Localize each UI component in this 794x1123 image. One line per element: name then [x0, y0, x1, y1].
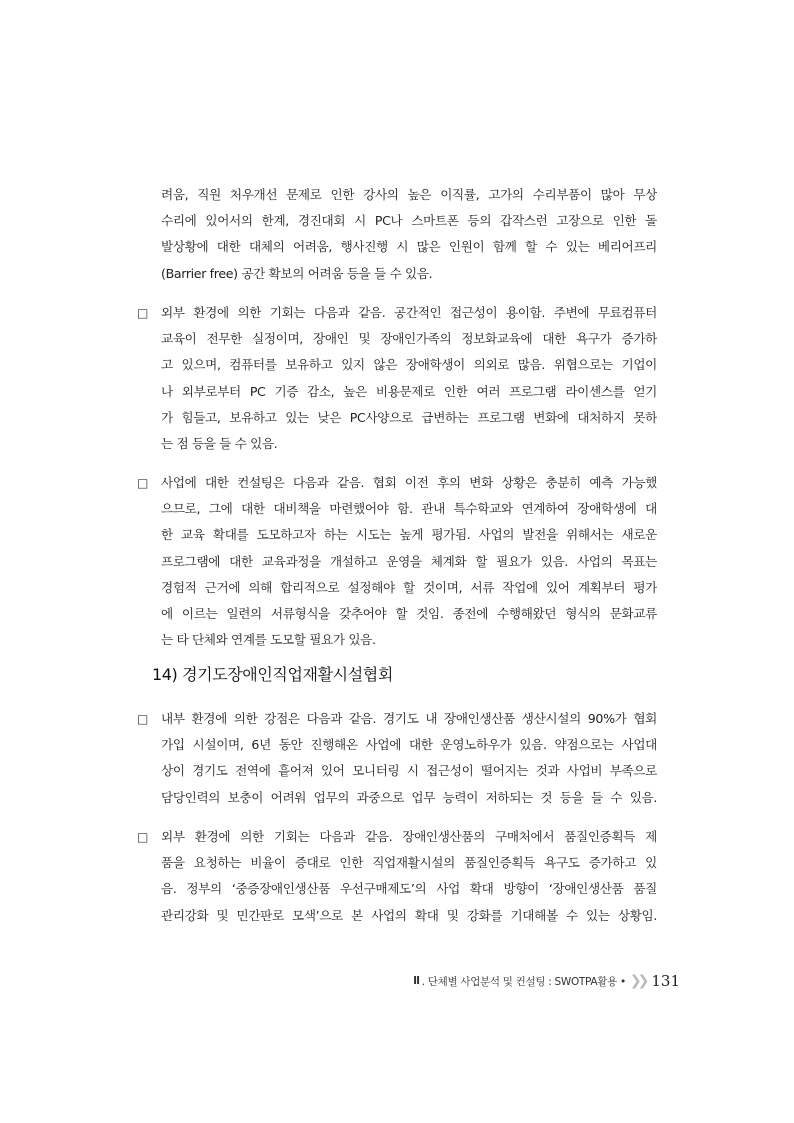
- paragraph-continuation: [161, 182, 657, 287]
- chapter-roman-numeral: Ⅱ: [413, 975, 420, 987]
- text-line: 는 점 등을 들 수 있음.: [161, 436, 278, 452]
- page-number: 131: [651, 972, 680, 990]
- text-line: 프로그램에 대한 교육과정을 개설하고 운영을 체계화 할 필요가 있음. 사업의 목표는: [161, 553, 657, 569]
- text-line: 가 힘들고, 보유하고 있는 낮은 PC사양으로 급변하는 프로그램 변화에 대처하지 못하: [161, 409, 657, 425]
- text-line: 경험적 근거에 의해 합리적으로 설정해야 할 것이며, 서류 작업에 있어 계획부터 평가: [161, 579, 657, 595]
- text-line: 상이 경기도 전역에 흩어져 있어 모니터링 시 접근성이 떨어지는 것과 사업비 부족으로: [161, 763, 657, 779]
- paragraph-internal-strength: [161, 706, 657, 811]
- double-chevron-right-icon: ❯❯: [629, 973, 646, 989]
- section-heading: 14) 경기도장애인직업재활시설협회: [152, 665, 393, 684]
- paragraph-external-opportunity-2: [161, 824, 657, 929]
- text-line: 에 이르는 일련의 서류형식을 갖추어야 할 것임. 종전에 수행해왔던 형식의 문화교류: [161, 606, 657, 622]
- text-line: 수리에 있어서의 한계, 경진대회 시 PC나 스마트폰 등의 갑작스런 고장으로 인한 돌: [161, 213, 657, 229]
- page-footer: [380, 972, 680, 990]
- paragraph-consulting: [161, 470, 657, 653]
- square-bullet-icon: □: [137, 830, 149, 844]
- square-bullet-icon: □: [137, 306, 149, 320]
- text-line: 담당인력의 보충이 어려워 업무의 과중으로 업무 능력이 저하되는 것 등을 들 수 있음.: [161, 789, 657, 805]
- text-line: 외부 환경에 의한 기회는 다음과 같음. 장애인생산품의 구매처에서 품질인증획득 제: [161, 829, 657, 844]
- square-bullet-icon: □: [137, 476, 149, 490]
- paragraph-external-opportunity: [161, 300, 657, 457]
- square-bullet-icon: □: [137, 712, 149, 726]
- text-line: 한 교육 확대를 도모하고자 하는 시도는 높게 평가됨. 사업의 발전을 위해서는 새로운: [161, 527, 657, 543]
- text-line: 품을 요청하는 비율이 증대로 인한 직업재활시설의 품질인증획득 욕구도 증가하고 있: [161, 855, 657, 871]
- text-line: 사업에 대한 컨설팅은 다음과 같음. 협회 이전 후의 변화 상황은 충분히 예측 가능했: [161, 475, 657, 490]
- text-line: 려움, 직원 처우개선 문제로 인한 강사의 높은 이직률, 고가의 수리부품이 많아 무상: [161, 187, 657, 202]
- text-line: (Barrier free) 공간 확보의 어려움 등을 들 수 있음.: [161, 265, 433, 281]
- text-line: 교육이 전무한 실정이며, 장애인 및 장애인가족의 정보화교육에 대한 욕구가 증가하: [161, 331, 657, 347]
- text-line: 음. 정부의 ‘중증장애인생산품 우선구매제도’의 사업 확대 방향이 ‘장애인생산품 품질: [161, 881, 657, 897]
- text-line: 가입 시설이며, 6년 동안 진행해온 사업에 대한 운영노하우가 있음. 약점으로는 사업대: [161, 737, 657, 753]
- footer-running-title: . 단체별 사업분석 및 컨설팅 : SWOTPA활용 •: [421, 975, 626, 988]
- text-line: 외부 환경에 의한 기회는 다음과 같음. 공간적인 접근성이 용이함. 주변에 무료컴퓨터: [161, 305, 657, 320]
- text-line: 으므로, 그에 대한 대비책을 마련했어야 함. 관내 특수학교와 연계하여 장애학생에 대: [161, 501, 657, 517]
- text-line: 나 외부로부터 PC 기증 감소, 높은 비용문제로 인한 여러 프로그램 라이센스를 얻기: [161, 383, 657, 399]
- text-line: 관리강화 및 민간판로 모색’으로 본 사업의 확대 및 강화를 기대해볼 수 있는 상황임.: [161, 907, 657, 923]
- text-line: 내부 환경에 의한 강점은 다음과 같음. 경기도 내 장애인생산품 생산시설의 90%가 협회: [161, 711, 657, 726]
- text-line: 발상황에 대한 대체의 어려움, 행사진행 시 많은 인원이 함께 할 수 있는 베리어프리: [161, 239, 657, 255]
- text-line: 는 타 단체와 연계를 도모할 필요가 있음.: [161, 632, 376, 648]
- text-line: 고 있으며, 컴퓨터를 보유하고 있지 않은 장애학생이 의외로 많음. 위협으로는 기업이: [161, 357, 657, 373]
